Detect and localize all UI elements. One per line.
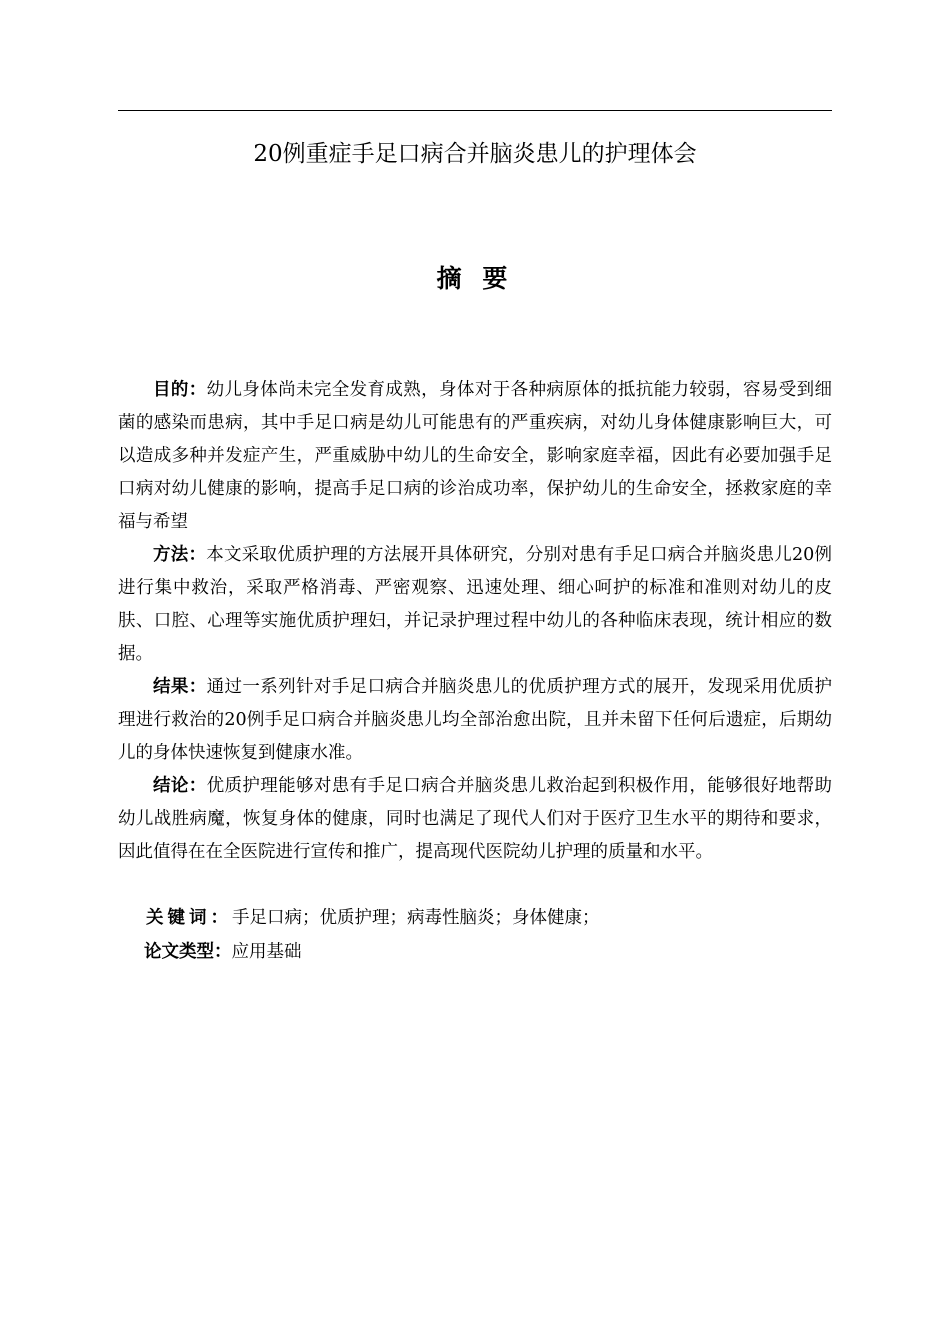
paper-type-row	[118, 935, 832, 969]
keywords-row	[118, 901, 832, 935]
section-text: 优质护理能够对患有手足口病合并脑炎患儿救治起到积极作用，能够很好地帮助幼儿战胜病魔，恢复身体的健康，同时也满足了现代人们对于医疗卫生水平的期待和要求，因此值得在在全医院进行宣传和推广，提高现代医院幼儿护理的质量和水平。	[118, 776, 833, 862]
section-label: 结论：	[153, 776, 207, 796]
abstract-section-objective	[118, 374, 832, 539]
keywords-text: 手足口病；优质护理；病毒性脑炎；身体健康；	[232, 908, 600, 928]
abstract-section-method	[118, 539, 832, 671]
section-text: 本文采取优质护理的方法展开具体研究，分别对患有手足口病合并脑炎患儿20例进行集中救治，采取严格消毒、严密观察、迅速处理、细心呵护的标准和准则对幼儿的皮肤、口腔、心理等实施优质护理妇，并记录护理过程中幼儿的各种临床表现，统计相应的数据。	[118, 545, 833, 664]
paper-type-text: 应用基础	[231, 942, 302, 962]
section-text: 幼儿身体尚未完全发育成熟，身体对于各种病原体的抵抗能力较弱，容易受到细菌的感染而患病，其中手足口病是幼儿可能患有的严重疾病，对幼儿身体健康影响巨大，可以造成多种并发症产生，严重威胁中幼儿的生命安全，影响家庭幸福，因此有必要加强手足口病对幼儿健康的影响，提高手足口病的诊治成功率，保护幼儿的生命安全，拯救家庭的幸福与希望	[118, 380, 833, 532]
keywords-label: 关键词：	[146, 908, 232, 928]
abstract-body	[118, 374, 832, 869]
abstract-section-result	[118, 671, 832, 770]
document-title: 20例重症手足口病合并脑炎患儿的护理体会	[253, 141, 697, 167]
section-label: 方法：	[153, 545, 207, 565]
abstract-meta	[118, 901, 832, 969]
abstract-heading: 摘 要	[436, 264, 514, 293]
section-label: 目的：	[153, 380, 207, 400]
paper-type-label: 论文类型：	[144, 942, 232, 962]
section-label: 结果：	[153, 677, 207, 697]
header-rule	[118, 110, 832, 111]
section-text: 通过一系列针对手足口病合并脑炎患儿的优质护理方式的展开，发现采用优质护理进行救治的20例手足口病合并脑炎患儿均全部治愈出院，且并未留下任何后遗症，后期幼儿的身体快速恢复到健康水准。	[118, 677, 833, 763]
abstract-section-conclusion	[118, 770, 832, 869]
